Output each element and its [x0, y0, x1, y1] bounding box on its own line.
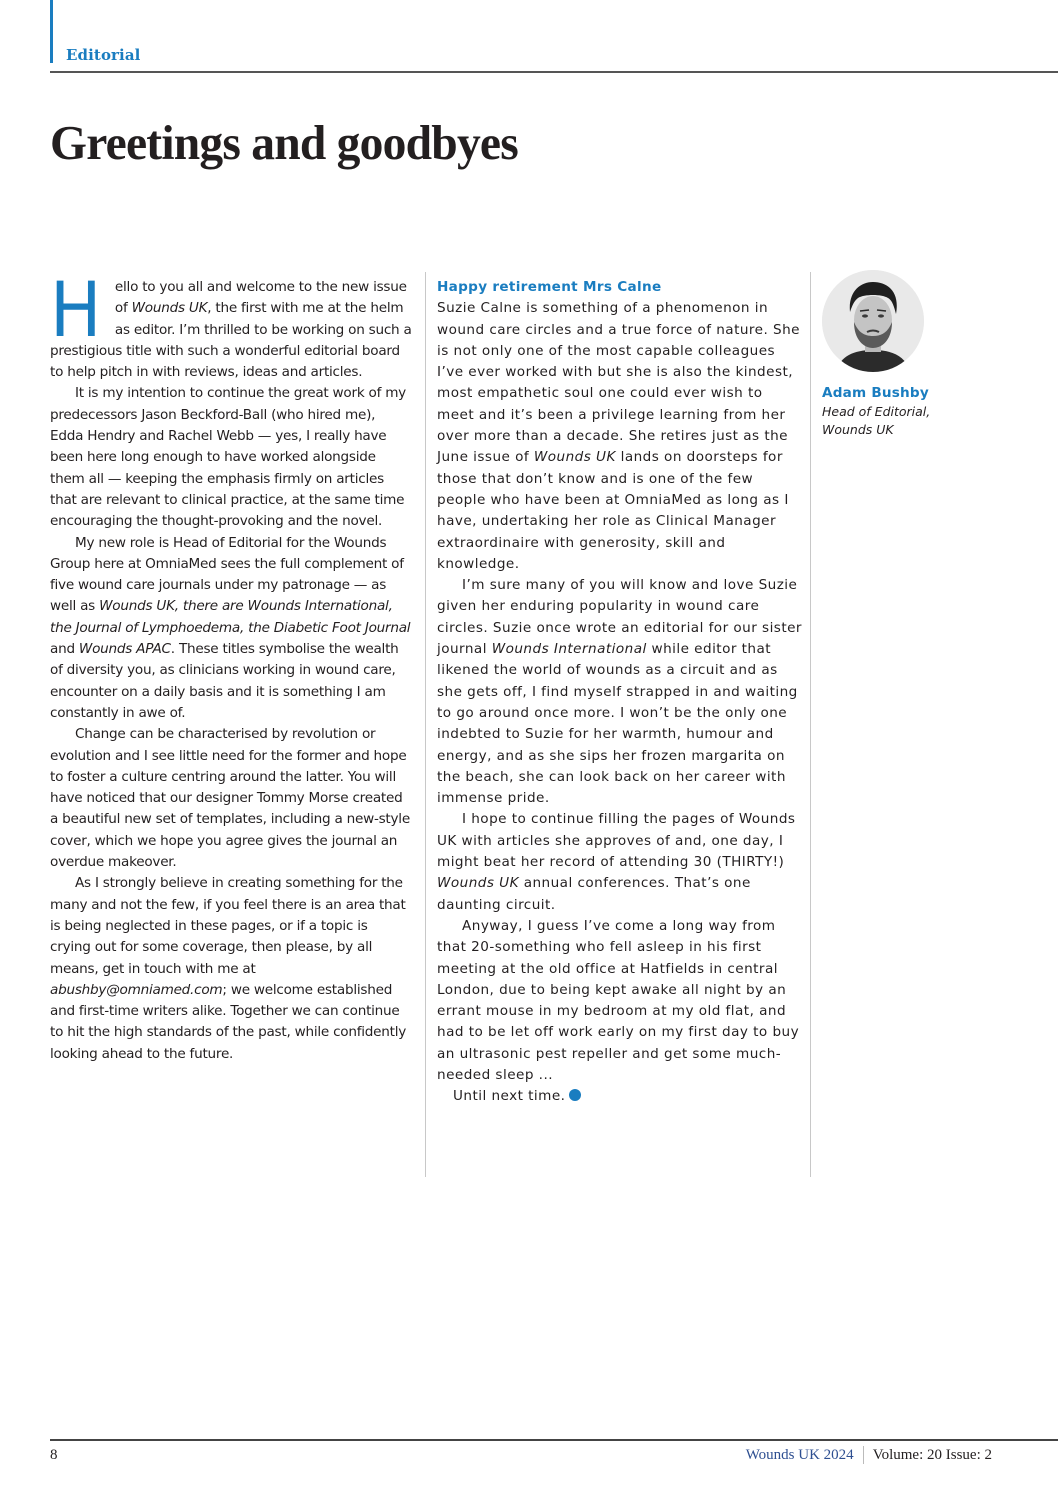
page-number: 8 [50, 1447, 58, 1463]
author-portrait-icon [822, 270, 924, 372]
paragraph-text: My new role is Head of Editorial for the Wounds Group here at OmniaMed sees the full complement of five wound care journals under my patronage — as well as [50, 534, 404, 615]
sign-off-text: Until next time. [453, 1088, 566, 1105]
paragraph-anecdote: Anyway, I guess I’ve come a long way from that 20-something who fell asleep in his first meeting at the old office at Hatfields in central London, due to being kept awake all night by an errant mouse in my bedroom at my old flat, and had to be let off work early on my first day to buy an ultrasonic pest repeller and get some much-needed sleep ... [437, 917, 800, 1083]
author-role-publication: Wounds UK [822, 422, 894, 437]
editorial-column-middle [437, 277, 803, 1108]
paragraph-contact [50, 873, 412, 1065]
paragraph-record [437, 809, 803, 915]
editorial-column-left [50, 265, 412, 1065]
section-accent-bar [50, 0, 53, 63]
email-link[interactable]: abushby@omniamed.com [50, 981, 223, 998]
page-title: Greetings and goodbyes [50, 115, 518, 170]
paragraph-text: and [50, 641, 79, 658]
author-role [822, 403, 1022, 439]
journal-title-italic: Wounds International [491, 641, 647, 658]
paragraph-text: annual conferences. That’s one daunting circuit. [437, 875, 751, 913]
footer-journal-year: Wounds UK 2024 [745, 1446, 854, 1463]
paragraph-suzie-intro [437, 298, 803, 575]
header-rule [50, 71, 1058, 73]
paragraph-text: As I strongly believe in creating something for the many and not the few, if you feel there is an area that is being neglected in these pages, or if a topic is crying out for some coverage, then please, by all means, get in touch with me at [50, 875, 406, 977]
journal-title-italic: Wounds APAC [78, 641, 171, 658]
author-name: Adam Bushby [822, 385, 929, 401]
paragraph-text: ello to you all and welcome to the new issue of [114, 279, 407, 317]
column-divider-left [425, 272, 426, 1177]
footer-separator [863, 1446, 864, 1464]
drop-cap: H [50, 265, 102, 354]
footer-rule [50, 1439, 1058, 1441]
end-of-article-dot-icon [569, 1089, 581, 1101]
paragraph-text: ; we welcome established and first-time writers alike. Together we can continue to hit the high standards of the past, while confidently looking ahead to the future. [50, 981, 407, 1062]
author-box [822, 270, 1022, 439]
journal-title-italic: Wounds UK [437, 875, 519, 892]
paragraph-text: Suzie Calne is something of a phenomenon in wound care circles and a true force of nature. She is not only one of the most capable colleagues I’ve ever worked with but she is also the kindest, most empathetic soul one could ever wish to meet and it’s been a privilege learning from her over more than a decade. She retires just as the June issue of [437, 300, 800, 466]
paragraph-suzie-popularity [437, 575, 803, 809]
sign-off [437, 1086, 803, 1107]
paragraph-text: lands on doorsteps for those that don’t know and is one of the few people who have been at OmniaMed as long as I have, undertaking her role as Clinical Manager extraordinaire with generosity, skill and knowledge. [437, 449, 789, 572]
journal-title-italic: Wounds UK [131, 300, 208, 317]
journal-title-italic: Wounds UK [533, 449, 616, 466]
journal-list-italic: Wounds UK, there are Wounds International, the Journal of Lymphoedema, the Diabetic Foot Journal [50, 598, 411, 636]
author-photo [822, 270, 924, 372]
subheading: Happy retirement Mrs Calne [437, 279, 662, 295]
paragraph-new-role [50, 533, 412, 725]
column-divider-right [810, 272, 811, 1177]
paragraph-text: while editor that likened the world of wounds as a circuit and as she gets off, I find myself strapped in and waiting to go around once more. I won’t be the only one indebted to Suzie for her warmth, humour and energy, and as she sips her frozen margarita on the beach, she can look back on her career with immense pride. [437, 641, 798, 807]
paragraph-change: Change can be characterised by revolution or evolution and I see little need for the former and hope to foster a culture centring around the latter. You will have noticed that our designer Tommy Morse created a beautiful new set of templates, including a new-style cover, which we hope you agree gives the journal an overdue makeover. [50, 726, 410, 871]
paragraph-text: . These titles symbolise the wealth of diversity you, as clinicians working in wound care, encounter on a daily basis and it is something I am constantly in awe of. [50, 641, 399, 721]
author-role-title: Head of Editorial, [822, 404, 931, 419]
paragraph-text: I’m sure many of you will know and love Suzie given her enduring popularity in wound care circles. Suzie once wrote an editorial for our sister journal [437, 577, 802, 658]
footer-citation [746, 1446, 992, 1464]
paragraph-intro [50, 265, 412, 383]
paragraph-predecessors: It is my intention to continue the great work of my predecessors Jason Beckford-Ball (who hired me), Edda Hendry and Rachel Webb — yes, I really have been here long enough to have worked alongside them all — keeping the emphasis firmly on articles that are relevant to clinical practice, at the same time encouraging the thought-provoking and the novel. [50, 385, 406, 530]
footer-volume-issue: Volume: 20 Issue: 2 [872, 1446, 992, 1463]
paragraph-text: I hope to continue filling the pages of Wounds UK with articles she approves of and, one day, I might beat her record of attending 30 (THIRTY!) [437, 811, 796, 871]
paragraph-text: , the first with me at the helm as editor. I’m thrilled to be working on such a prestigious title with such a wonderful editorial board to help pitch in with reviews, ideas and articles. [50, 300, 412, 381]
section-label: Editorial [66, 46, 141, 64]
